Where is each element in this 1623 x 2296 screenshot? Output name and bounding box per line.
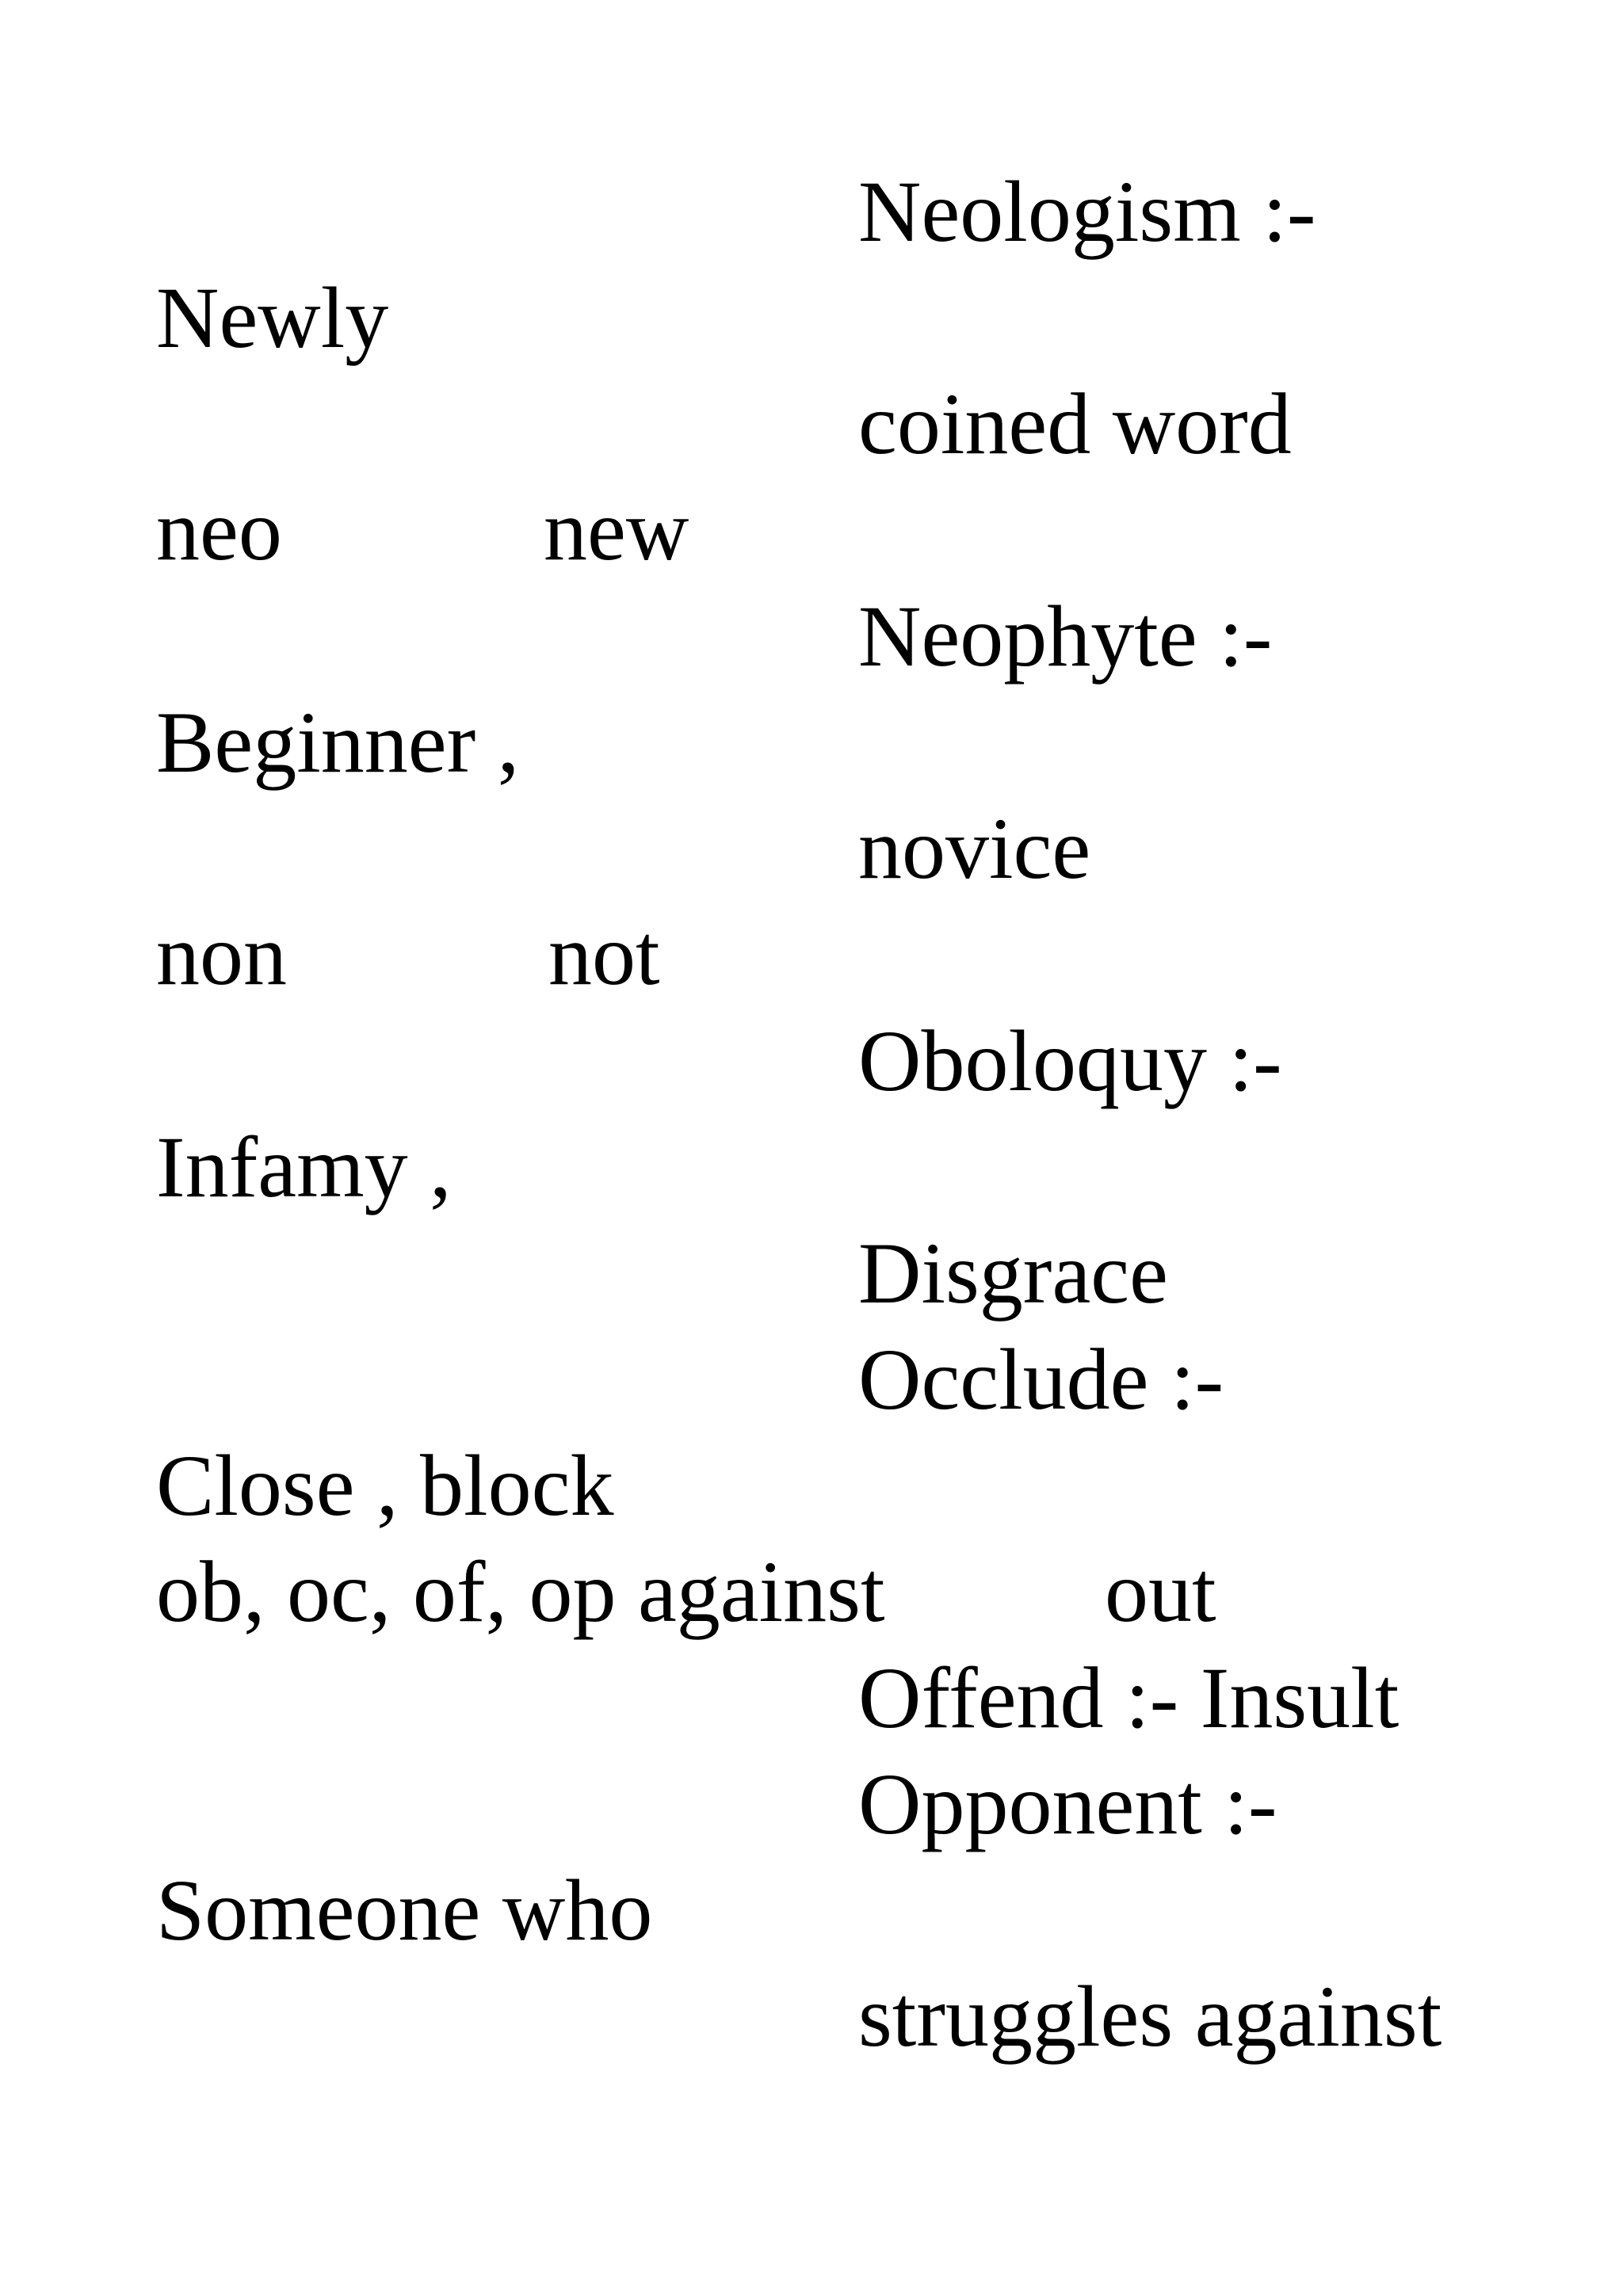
term-occlude: Occlude :- [858,1331,1224,1428]
root-meaning-out: out [1105,1543,1216,1640]
meaning-line: Someone who [156,1862,653,1958]
term-neologism: Neologism :- [858,163,1316,260]
root-meaning-new: new [544,482,689,578]
term-line: novice [858,800,1091,897]
term-line: coined word [858,376,1292,472]
meaning-line: Infamy , [156,1119,452,1215]
term-neophyte: Neophyte :- [858,588,1273,685]
meaning-line: Newly [156,269,389,366]
term-line: Disgrace [858,1225,1168,1322]
term-opponent: Opponent :- [858,1756,1277,1852]
root-prefix-neo: neo [156,482,282,578]
term-line: struggles against [858,1968,1442,2065]
meaning-line: Close , block [156,1437,614,1534]
root-meaning-not: not [548,906,660,1003]
root-prefix-ob: ob, oc, of, op against [156,1543,885,1640]
meaning-line: Beginner , [156,694,520,791]
term-offend: Offend :- Insult [858,1650,1400,1746]
root-prefix-non: non [156,906,287,1003]
term-oboloquy: Oboloquy :- [858,1013,1282,1109]
